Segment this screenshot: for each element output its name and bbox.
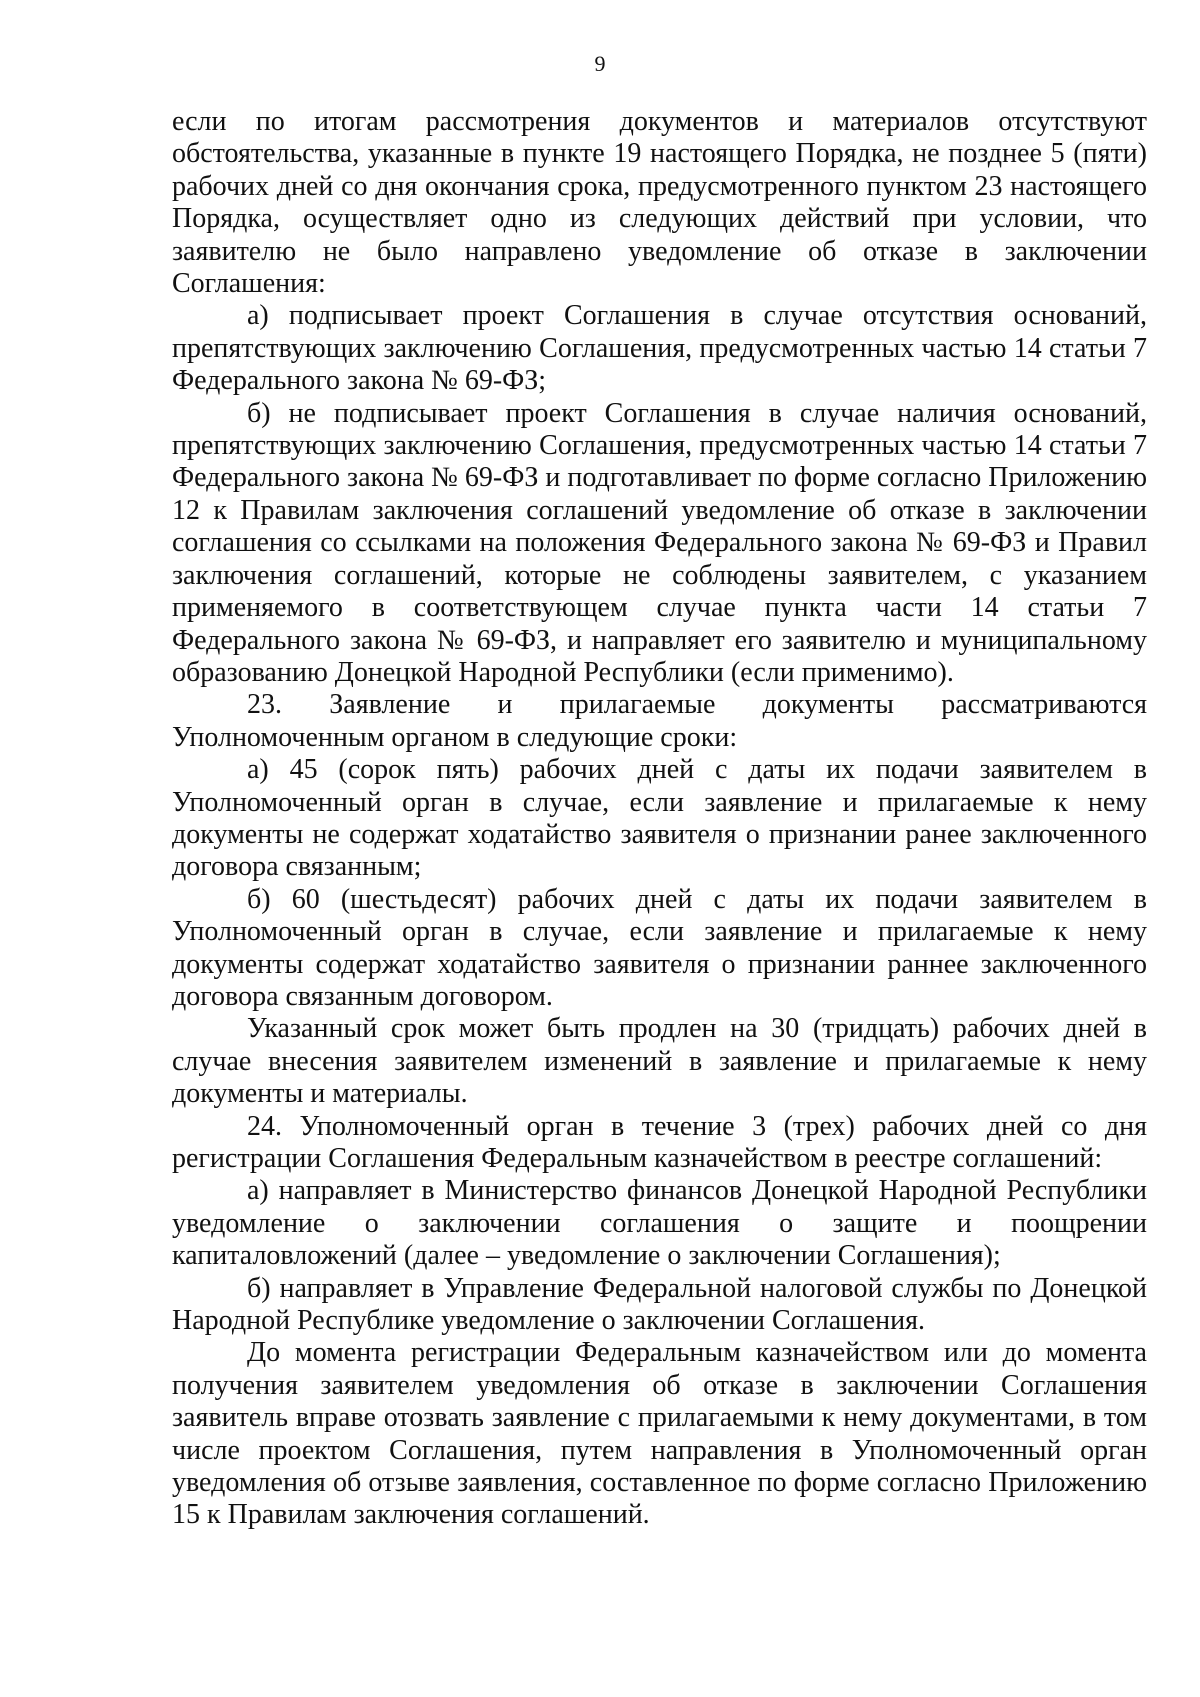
paragraph-continuation: если по итогам рассмотрения документов и материалов отсутствуют обстоятельства, указанные в пункте 19 настоящего Порядка, не позднее 5 (пяти) рабочих дней со дня окончания срока, предусмотренного пунктом 23 настоящего Порядка, осуществляет одно из следующих действий при условии, что заявителю не было направлено уведомление об отказе в заключении Соглашения: — [172, 106, 1147, 300]
paragraph-withdrawal: До момента регистрации Федеральным казначейством или до момента получения заявителем уведомления об отказе в заключении Соглашения заявитель вправе отозвать заявление с прилагаемыми к нему документами, в том числе проектом Соглашения, путем направления в Уполномоченный орган уведомления об отзыве заявления, составленное по форме согласно Приложению 15 к Правилам заключения соглашений. — [172, 1337, 1147, 1531]
paragraph-clause-23-item-b: б) 60 (шестьдесят) рабочих дней с даты их подачи заявителем в Уполномоченный орган в случае, если заявление и прилагаемые к нему документы содержат ходатайство заявителя о признании раннее заключенного договора связанным договором. — [172, 883, 1147, 1012]
page-number: 9 — [594, 51, 606, 76]
document-body — [172, 106, 1147, 1532]
paragraph-clause-24-item-a: а) направляет в Министерство финансов Донецкой Народной Республики уведомление о заключении соглашения о защите и поощрении капиталовложений (далее – уведомление о заключении Соглашения); — [172, 1175, 1147, 1272]
paragraph-item-b-not-signs: б) не подписывает проект Соглашения в случае наличия оснований, препятствующих заключению Соглашения, предусмотренных частью 14 статьи 7 Федерального закона № 69-ФЗ и подготавливает по форме согласно Приложению 12 к Правилам заключения соглашений уведомление об отказе в заключении соглашения со ссылками на положения Федерального закона № 69-ФЗ и Правил заключения соглашений, которые не соблюдены заявителем, с указанием применяемого в соответствующем случае пункта части 14 статьи 7 Федерального закона № 69-ФЗ, и направляет его заявителю и муниципальному образованию Донецкой Народной Республики (если применимо). — [172, 397, 1147, 688]
paragraph-clause-23: 23. Заявление и прилагаемые документы рассматриваются Уполномоченным органом в следующие сроки: — [172, 689, 1147, 753]
paragraph-clause-23-item-a: а) 45 (сорок пять) рабочих дней с даты их подачи заявителем в Уполномоченный орган в случае, если заявление и прилагаемые к нему документы не содержат ходатайство заявителя о признании ранее заключенного договора связанным; — [172, 754, 1147, 883]
paragraph-clause-24-item-b: б) направляет в Управление Федеральной налоговой службы по Донецкой Народной Республике уведомление о заключении Соглашения. — [172, 1272, 1147, 1337]
paragraph-item-a-signs: а) подписывает проект Соглашения в случае отсутствия оснований, препятствующих заключению Соглашения, предусмотренных частью 14 статьи 7 Федерального закона № 69-ФЗ; — [172, 300, 1147, 397]
paragraph-term-extension: Указанный срок может быть продлен на 30 (тридцать) рабочих дней в случае внесения заявителем изменений в заявление и прилагаемые к нему документы и материалы. — [172, 1013, 1147, 1110]
paragraph-clause-24: 24. Уполномоченный орган в течение 3 (трех) рабочих дней со дня регистрации Соглашения Федеральным казначейством в реестре соглашений: — [172, 1110, 1147, 1174]
